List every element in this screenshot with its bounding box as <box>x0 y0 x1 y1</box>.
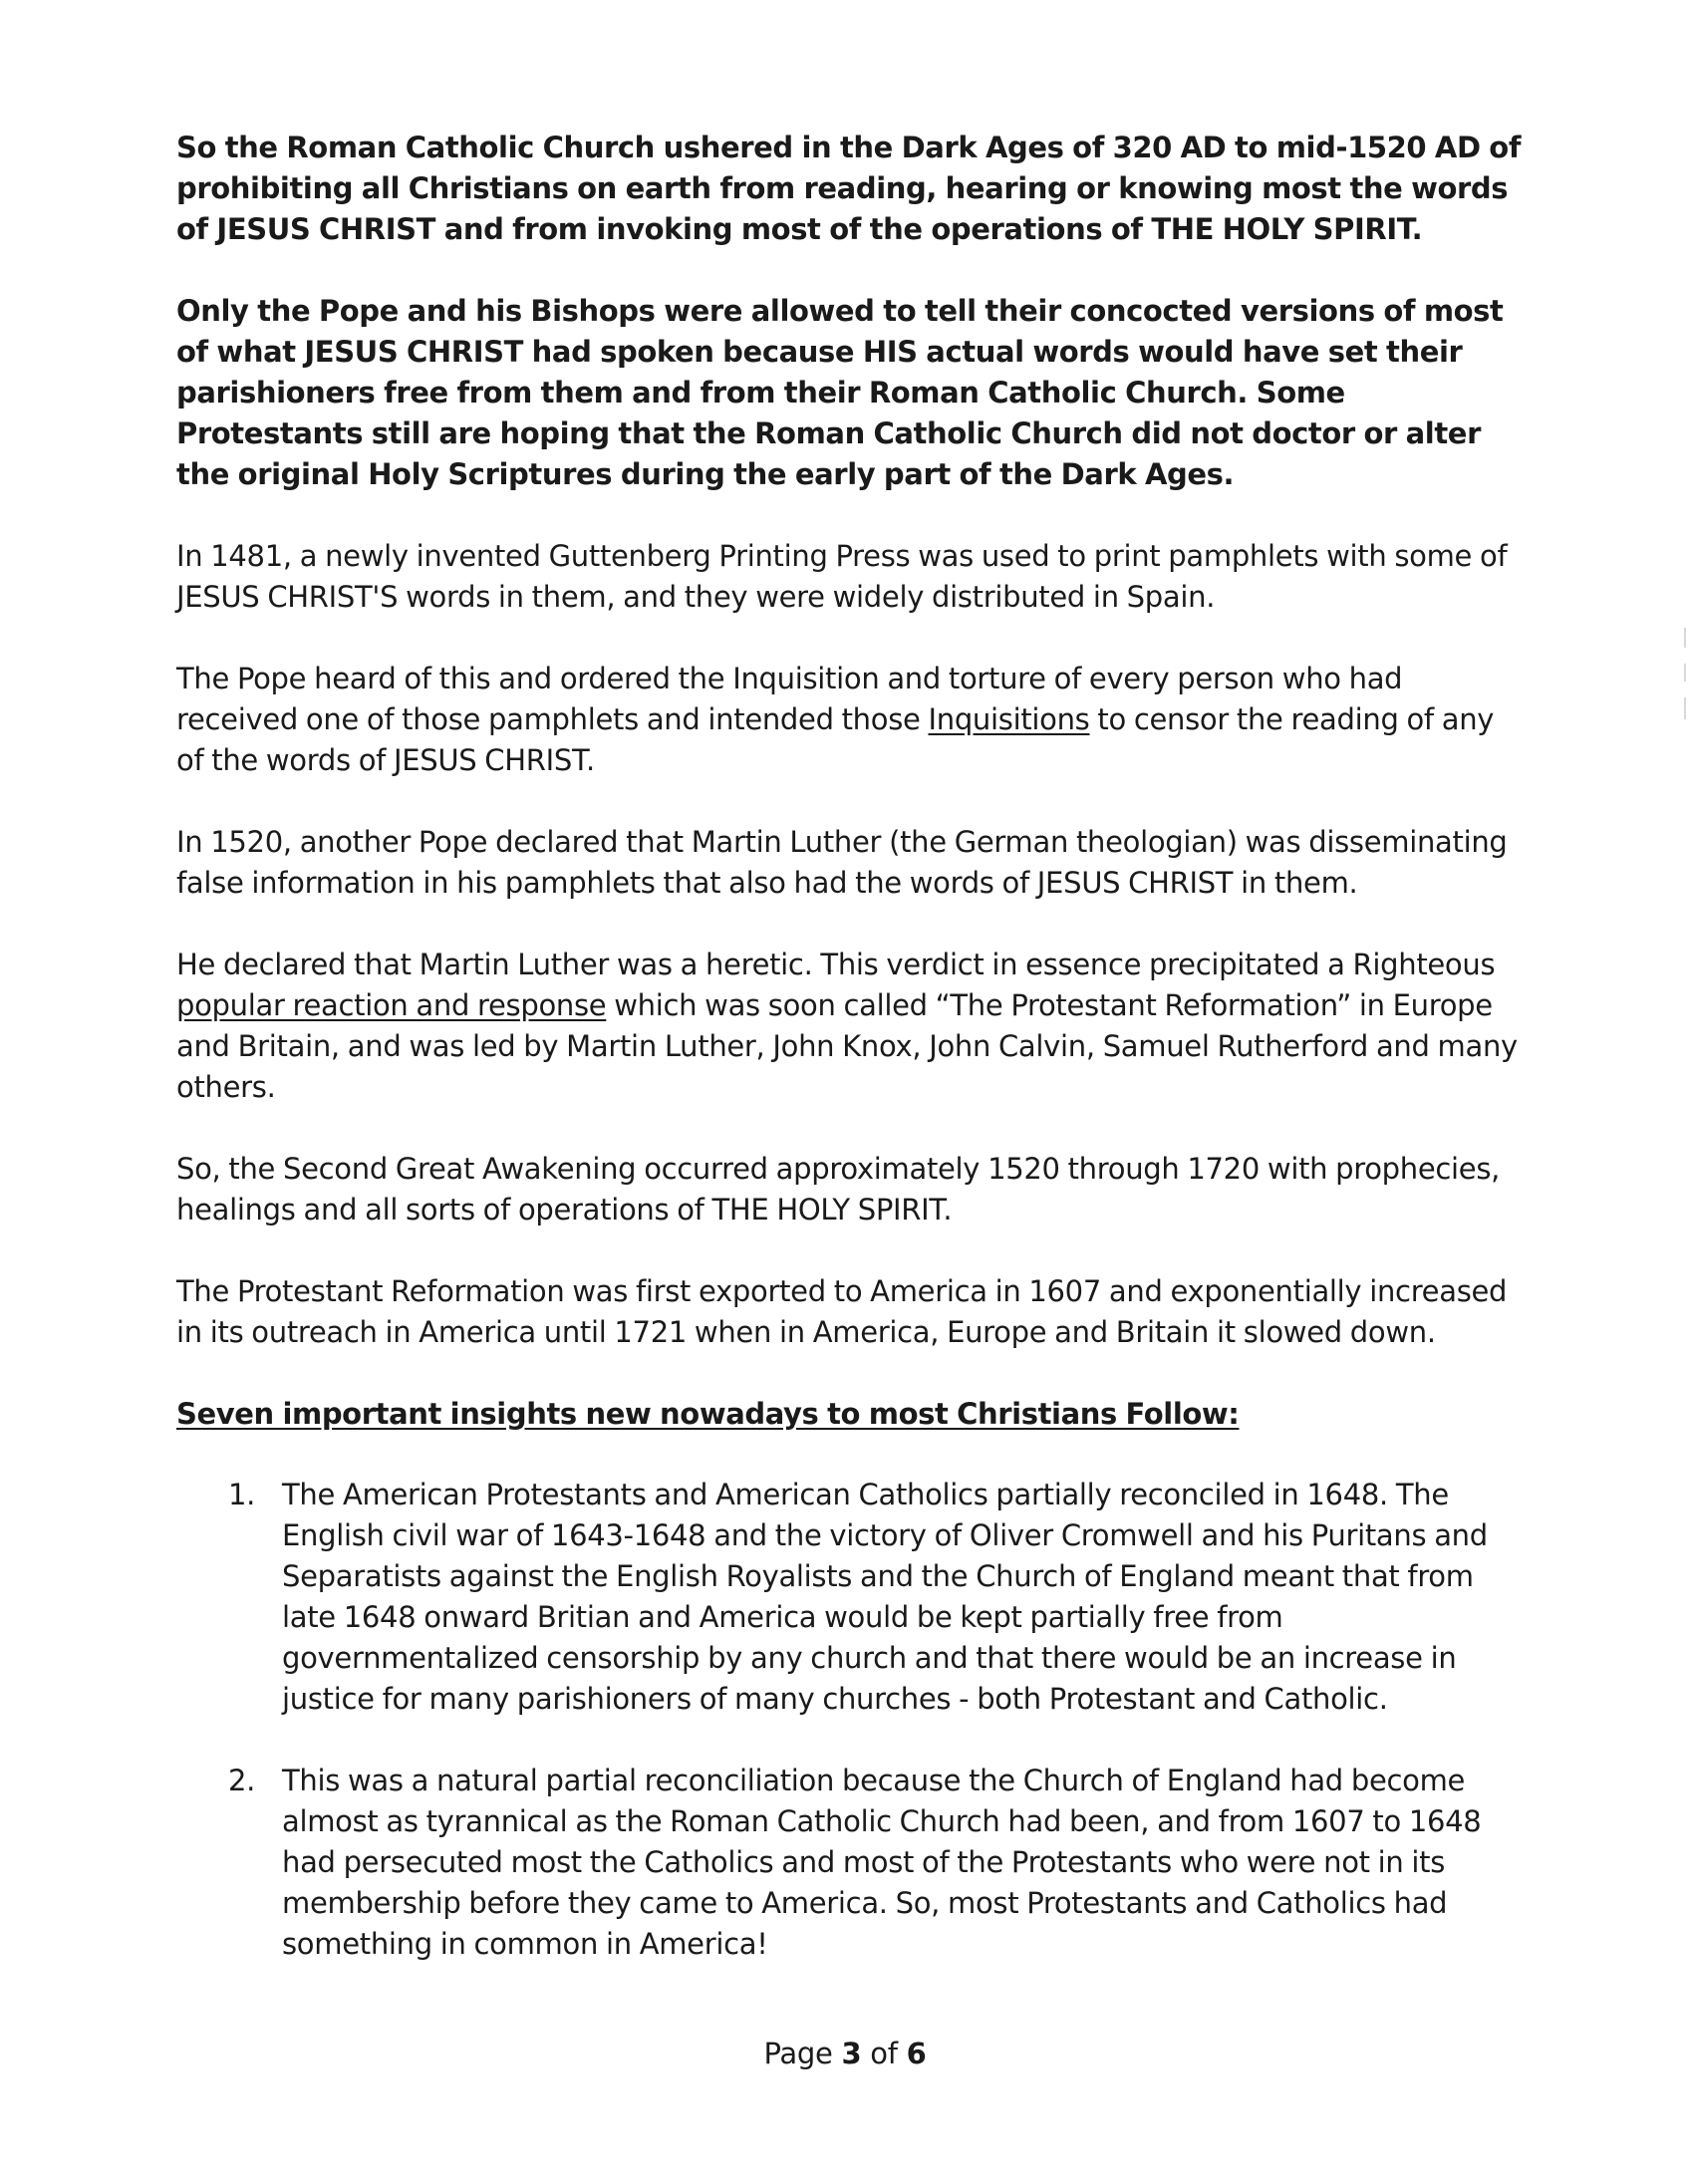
paragraph-dark-ages: So the Roman Catholic Church ushered in the Dark Ages of 320 AD to mid-1520 AD of prohibiting all Christians on earth from reading, hearing or knowing most the words of JESUS CHRIST and from invoking most of the operations of THE HOLY SPIRIT. <box>176 131 1522 246</box>
paragraph-heretic-after: which was soon called “The Protestant Reformation” in Europe and Britain, and was led by Martin Luther, John Knox, John Calvin, Samuel Rutherford and many others. <box>176 988 1518 1104</box>
paragraph-reformation-america: The Protestant Reformation was first exported to America in 1607 and exponentially increased in its outreach in America until 1721 when in America, Europe and Britain it slowed down. <box>176 1274 1508 1349</box>
paragraph-second-awakening: So, the Second Great Awakening occurred approximately 1520 through 1720 with prophecies, healings and all sorts of operations of THE HOLY SPIRIT. <box>176 1152 1501 1227</box>
page-word: Page <box>763 2037 833 2070</box>
paragraph-inquisition <box>176 659 1522 781</box>
scan-margin-mark <box>1684 628 1686 648</box>
paragraph-inquisition-before: The Pope heard of this and ordered the Inquisition and torture of every person who had received one of those pamphlets and intended those <box>176 662 1403 736</box>
list-item-number: 2. <box>228 1764 256 1797</box>
list-item-text: The American Protestants and American Catholics partially reconciled in 1648. The English civil war of 1643-1648 and the victory of Oliver Cromwell and his Puritans and Separatists against the English Royalists and the Church of England meant that from late 1648 onward Britian and America would be kept partially free from governmentalized censorship by any church and that there would be an increase in justice for many parishioners of many churches - both Protestant and Catholic. <box>282 1478 1488 1716</box>
paragraph-heretic <box>176 945 1522 1108</box>
scan-margin-mark <box>1684 697 1686 719</box>
page-number-footer <box>0 2034 1690 2073</box>
inquisitions-underlined: Inquisitions <box>928 702 1090 736</box>
paragraph-printing-press: In 1481, a newly invented Guttenberg Printing Press was used to print pamphlets with some of JESUS CHRIST'S words in them, and they were widely distributed in Spain. <box>176 539 1508 614</box>
scan-margin-mark <box>1684 664 1686 682</box>
document-body <box>176 128 1522 2006</box>
list-item <box>176 1475 1522 1720</box>
total-page-number: 6 <box>906 2037 927 2070</box>
insights-list <box>176 1475 1522 1965</box>
paragraph-heretic-before: He declared that Martin Luther was a heretic. This verdict in essence precipitated a Righteous <box>176 948 1496 981</box>
current-page-number: 3 <box>841 2037 862 2070</box>
list-item-number: 1. <box>228 1478 256 1511</box>
of-word: of <box>870 2037 898 2070</box>
popular-reaction-underlined: popular reaction and response <box>176 988 607 1022</box>
paragraph-martin-luther: In 1520, another Pope declared that Martin Luther (the German theologian) was disseminating false information in his pamphlets that also had the words of JESUS CHRIST in them. <box>176 825 1508 900</box>
list-item-text: This was a natural partial reconciliation because the Church of England had become almost as tyrannical as the Roman Catholic Church had been, and from 1607 to 1648 had persecuted most the Catholics and most of the Protestants who were not in its membership before they came to America. So, most Protestants and Catholics had something in common in America! <box>282 1764 1482 1961</box>
paragraph-pope-bishops: Only the Pope and his Bishops were allowed to tell their concocted versions of most of what JESUS CHRIST had spoken because HIS actual words would have set their parishioners free from them and from their Roman Catholic Church. Some Protestants still are hoping that the Roman Catholic Church did not doctor or alter the original Holy Scriptures during the early part of the Dark Ages. <box>176 294 1504 491</box>
paragraph-inquisition-after: to censor the reading of any of the words of JESUS CHRIST. <box>176 702 1495 777</box>
section-heading: Seven important insights new nowadays to most Christians Follow: <box>176 1397 1240 1431</box>
list-item <box>176 1761 1522 1965</box>
